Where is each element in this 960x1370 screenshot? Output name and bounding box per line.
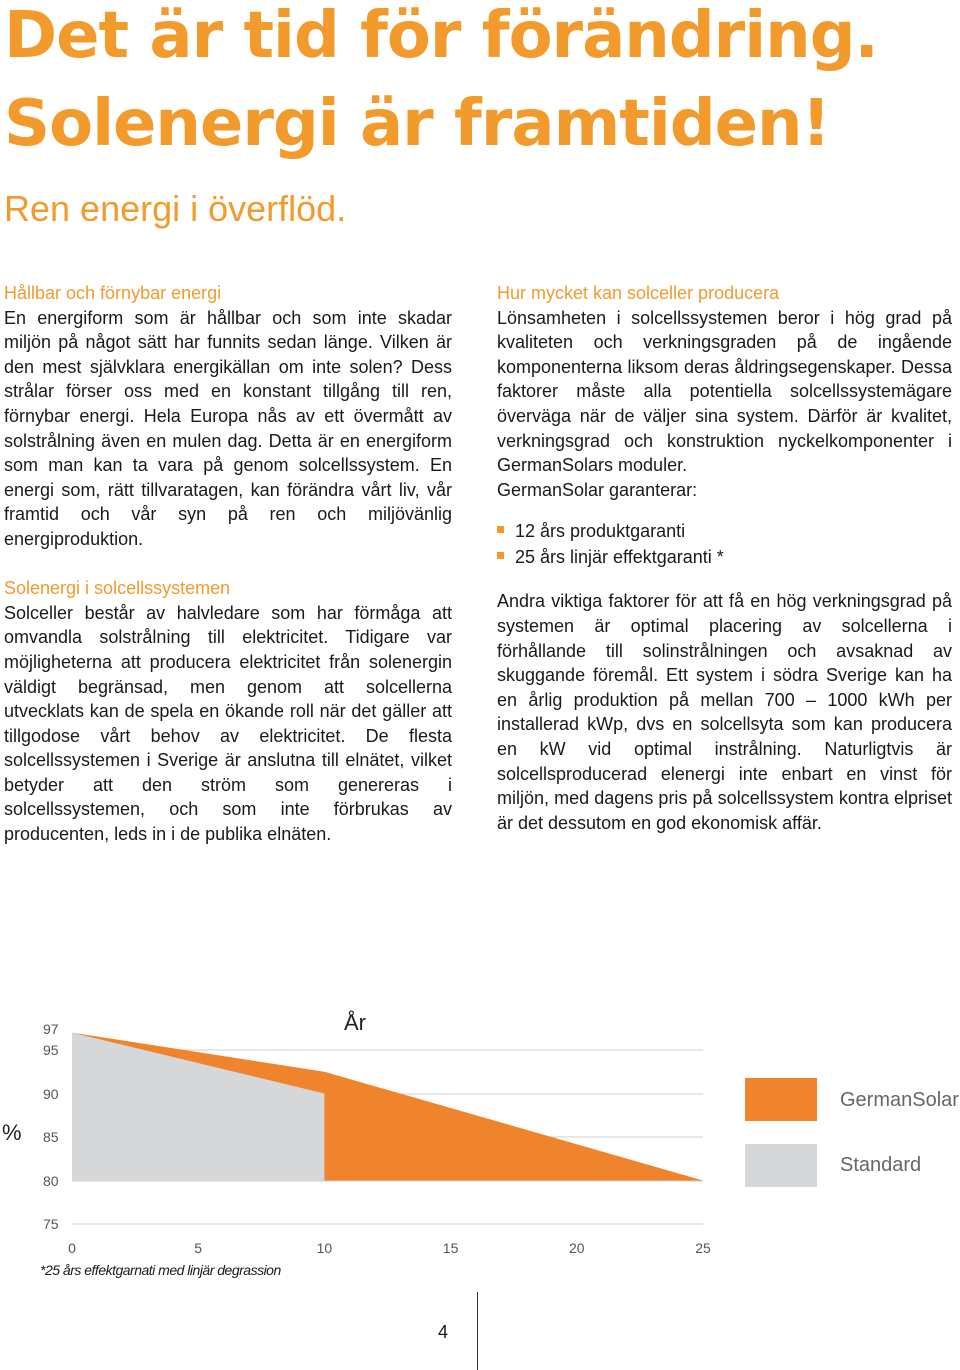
page-title-line2: Solenergi är framtiden! [4, 87, 830, 161]
page-number: 4 [438, 1322, 449, 1342]
legend-swatch-standard [745, 1144, 817, 1187]
guarantee-intro: GermanSolar garanterar: [497, 479, 698, 500]
x-tick-labels [68, 1240, 711, 1256]
guarantee-item: 25 års linjär effektgaranti * [497, 544, 952, 570]
x-tick-label: 15 [442, 1240, 459, 1256]
y-tick-label: 75 [43, 1216, 59, 1232]
y-tick-label: 85 [43, 1129, 59, 1145]
x-tick-label: 5 [194, 1240, 203, 1256]
x-tick-label: 0 [68, 1240, 76, 1256]
section-heading-production: Hur mycket kan solceller producera [497, 283, 780, 303]
guarantee-item: 12 års produktgaranti [497, 518, 952, 544]
legend-label-standard: Standard [840, 1154, 922, 1176]
y-tick-label: 97 [43, 1021, 59, 1037]
chart-footnote: *25 års effektgarnati med linjär degrassion [40, 1262, 281, 1278]
section-text-solar-systems: Solceller består av halvledare som har förmåga att omvandla solstrålning till elektricitet. Tidigare var möjligheterna att producera elektricitet från solenergin väldigt begränsad, men genom att solcellerna utvecklats kan de spela en ökande roll när det gäller att tillgodose vårt behov av elektricitet. De flesta solcellssystemen i Sverige är anslutna till elnätet, vilket betyder att den ström som genereras i solcellssystemen, och som inte förbrukas av producenten, leds in i de publika elnäten. [4, 602, 452, 845]
chart-legend [745, 1078, 959, 1187]
section-text-efficiency: Andra viktiga faktorer för att få en hög verkningsgrad på systemen är optimal placering av solcellerna i förhållande till solinstrålningen och avsaknad av skuggande föremål. Ett system i södra Sverige kan ha en årlig produktion på mellan 700 – 1000 kWh per installerad kWp, dvs en solcellsyta som kan producera en kW vid optimal instrålning. Naturligtvis är solcellsproducerad elenergi inte enbart en vinst för miljön, med dagens pris på solcellssystem kontra elpriset är det dessutom en god ekonomisk affär. [497, 591, 952, 833]
section-heading-sustainable: Hållbar och förnybar energi [4, 283, 222, 303]
y-axis-label: % [2, 1120, 22, 1145]
x-tick-label: 25 [695, 1240, 711, 1256]
section-text-sustainable: En energiform som är hållbar och som inte skadar miljön på något sätt har funnits sedan länge. Vilken är den mest självklara energikällan om inte solen? Dess strålar förser oss med en konstant tillgång till ren, förnybar energi. Hela Europa nås av ett övermått av solstrålning även en mulen dag. Detta är en energiform som man kan ta vara på genom solcellssystem. En energi som, rätt tillvaratagen, kan förändra vårt liv, vår framtid och vår syn på ren och miljövänlig energiproduktion. [4, 307, 452, 549]
y-tick-label: 80 [43, 1173, 59, 1189]
x-tick-label: 10 [316, 1240, 333, 1256]
legend-label-germansolar: GermanSolar [840, 1089, 959, 1111]
left-column [4, 281, 452, 847]
chart-title: År [344, 1010, 366, 1035]
section-text-production: Lönsamheten i solcellssystemen beror i hög grad på kvaliteten och verkningsgraden på de ingående komponenterna liksom deras åldringsegenskaper. Dessa faktorer måste alla potentiella solcellssystemägare överväga när de väljer sina system. Därför är kvalitet, verkningsgrad och konstruktion nyckelkomponenter i GermanSolars moduler. [497, 307, 952, 476]
chart-areas [72, 1033, 703, 1181]
guarantee-list [497, 518, 952, 570]
right-column [497, 281, 952, 835]
y-tick-label: 90 [43, 1086, 59, 1102]
page-title-line1: Det är tid för förändring. [4, 0, 878, 73]
y-tick-labels [43, 1021, 59, 1232]
x-tick-label: 20 [569, 1240, 585, 1256]
page-subtitle: Ren energi i överflöd. [4, 188, 347, 229]
section-heading-solar-systems: Solenergi i solcellssystemen [4, 578, 231, 599]
legend-swatch-germansolar [745, 1078, 817, 1121]
y-tick-label: 95 [43, 1042, 59, 1058]
degradation-chart [0, 1000, 960, 1262]
page-divider [477, 1292, 478, 1370]
